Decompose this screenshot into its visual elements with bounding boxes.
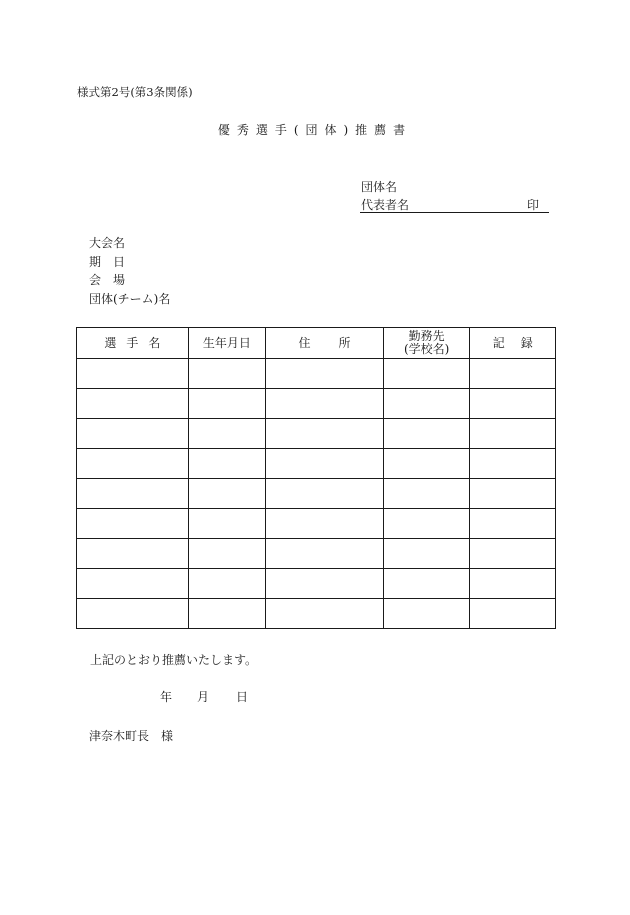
event-date-label: 期 日 bbox=[89, 255, 126, 269]
player-cell[interactable] bbox=[77, 449, 189, 479]
document-title: 優秀選手(団体)推薦書 bbox=[217, 123, 413, 137]
representative-label: 代表者名 bbox=[361, 198, 410, 212]
header-address: 住所 bbox=[266, 328, 384, 359]
workplace-cell[interactable] bbox=[383, 569, 470, 599]
birthdate-cell[interactable] bbox=[188, 389, 265, 419]
representative-line bbox=[360, 198, 549, 213]
seal-label: 印 bbox=[526, 198, 539, 212]
address-cell[interactable] bbox=[266, 389, 384, 419]
record-cell[interactable] bbox=[470, 449, 556, 479]
address-cell[interactable] bbox=[266, 359, 384, 389]
table-row bbox=[77, 449, 556, 479]
player-cell[interactable] bbox=[77, 599, 189, 629]
player-cell[interactable] bbox=[77, 569, 189, 599]
closing-statement: 上記のとおり推薦いたします。 bbox=[90, 653, 258, 667]
birthdate-cell[interactable] bbox=[188, 599, 265, 629]
birthdate-cell[interactable] bbox=[188, 449, 265, 479]
workplace-cell[interactable] bbox=[383, 539, 470, 569]
record-cell[interactable] bbox=[470, 479, 556, 509]
player-cell[interactable] bbox=[77, 419, 189, 449]
header-player: 選手名 bbox=[77, 328, 189, 359]
birthdate-cell[interactable] bbox=[188, 569, 265, 599]
birthdate-cell[interactable] bbox=[188, 359, 265, 389]
addressee: 津奈木町長 様 bbox=[89, 729, 174, 743]
header-birthdate: 生年月日 bbox=[188, 328, 265, 359]
player-cell[interactable] bbox=[77, 539, 189, 569]
month-label: 月 bbox=[197, 690, 210, 704]
record-cell[interactable] bbox=[470, 389, 556, 419]
workplace-cell[interactable] bbox=[383, 599, 470, 629]
player-cell[interactable] bbox=[77, 509, 189, 539]
address-cell[interactable] bbox=[266, 479, 384, 509]
org-name-label: 団体名 bbox=[361, 180, 398, 194]
birthdate-cell[interactable] bbox=[188, 419, 265, 449]
year-label: 年 bbox=[160, 690, 173, 704]
table-row bbox=[77, 599, 556, 629]
birthdate-cell[interactable] bbox=[188, 509, 265, 539]
header-workplace-line2: (学校名) bbox=[403, 342, 450, 356]
date-line bbox=[160, 690, 248, 704]
workplace-cell[interactable] bbox=[383, 359, 470, 389]
record-cell[interactable] bbox=[470, 359, 556, 389]
table-row bbox=[77, 419, 556, 449]
birthdate-cell[interactable] bbox=[188, 539, 265, 569]
workplace-cell[interactable] bbox=[383, 419, 470, 449]
team-name-label: 団体(チーム)名 bbox=[89, 292, 171, 306]
address-cell[interactable] bbox=[266, 569, 384, 599]
address-cell[interactable] bbox=[266, 509, 384, 539]
day-label: 日 bbox=[236, 690, 249, 704]
record-cell[interactable] bbox=[470, 539, 556, 569]
workplace-cell[interactable] bbox=[383, 479, 470, 509]
table-row bbox=[77, 479, 556, 509]
workplace-cell[interactable] bbox=[383, 449, 470, 479]
birthdate-cell[interactable] bbox=[188, 479, 265, 509]
record-cell[interactable] bbox=[470, 419, 556, 449]
event-name-label: 大会名 bbox=[89, 236, 126, 250]
address-cell[interactable] bbox=[266, 539, 384, 569]
table-row bbox=[77, 569, 556, 599]
record-cell[interactable] bbox=[470, 569, 556, 599]
address-cell[interactable] bbox=[266, 449, 384, 479]
header-workplace-line1: 勤務先 bbox=[408, 329, 445, 343]
record-cell[interactable] bbox=[470, 509, 556, 539]
workplace-cell[interactable] bbox=[383, 389, 470, 419]
workplace-cell[interactable] bbox=[383, 509, 470, 539]
address-cell[interactable] bbox=[266, 599, 384, 629]
header-workplace bbox=[383, 328, 470, 359]
table-row bbox=[77, 509, 556, 539]
table-row bbox=[77, 359, 556, 389]
player-cell[interactable] bbox=[77, 479, 189, 509]
venue-label: 会 場 bbox=[89, 273, 126, 287]
players-table bbox=[76, 327, 556, 629]
table-row bbox=[77, 389, 556, 419]
record-cell[interactable] bbox=[470, 599, 556, 629]
table-row bbox=[77, 539, 556, 569]
header-record: 記録 bbox=[470, 328, 556, 359]
form-number: 様式第2号(第3条関係) bbox=[77, 85, 193, 99]
table-header-row bbox=[77, 328, 556, 359]
address-cell[interactable] bbox=[266, 419, 384, 449]
player-cell[interactable] bbox=[77, 359, 189, 389]
player-cell[interactable] bbox=[77, 389, 189, 419]
